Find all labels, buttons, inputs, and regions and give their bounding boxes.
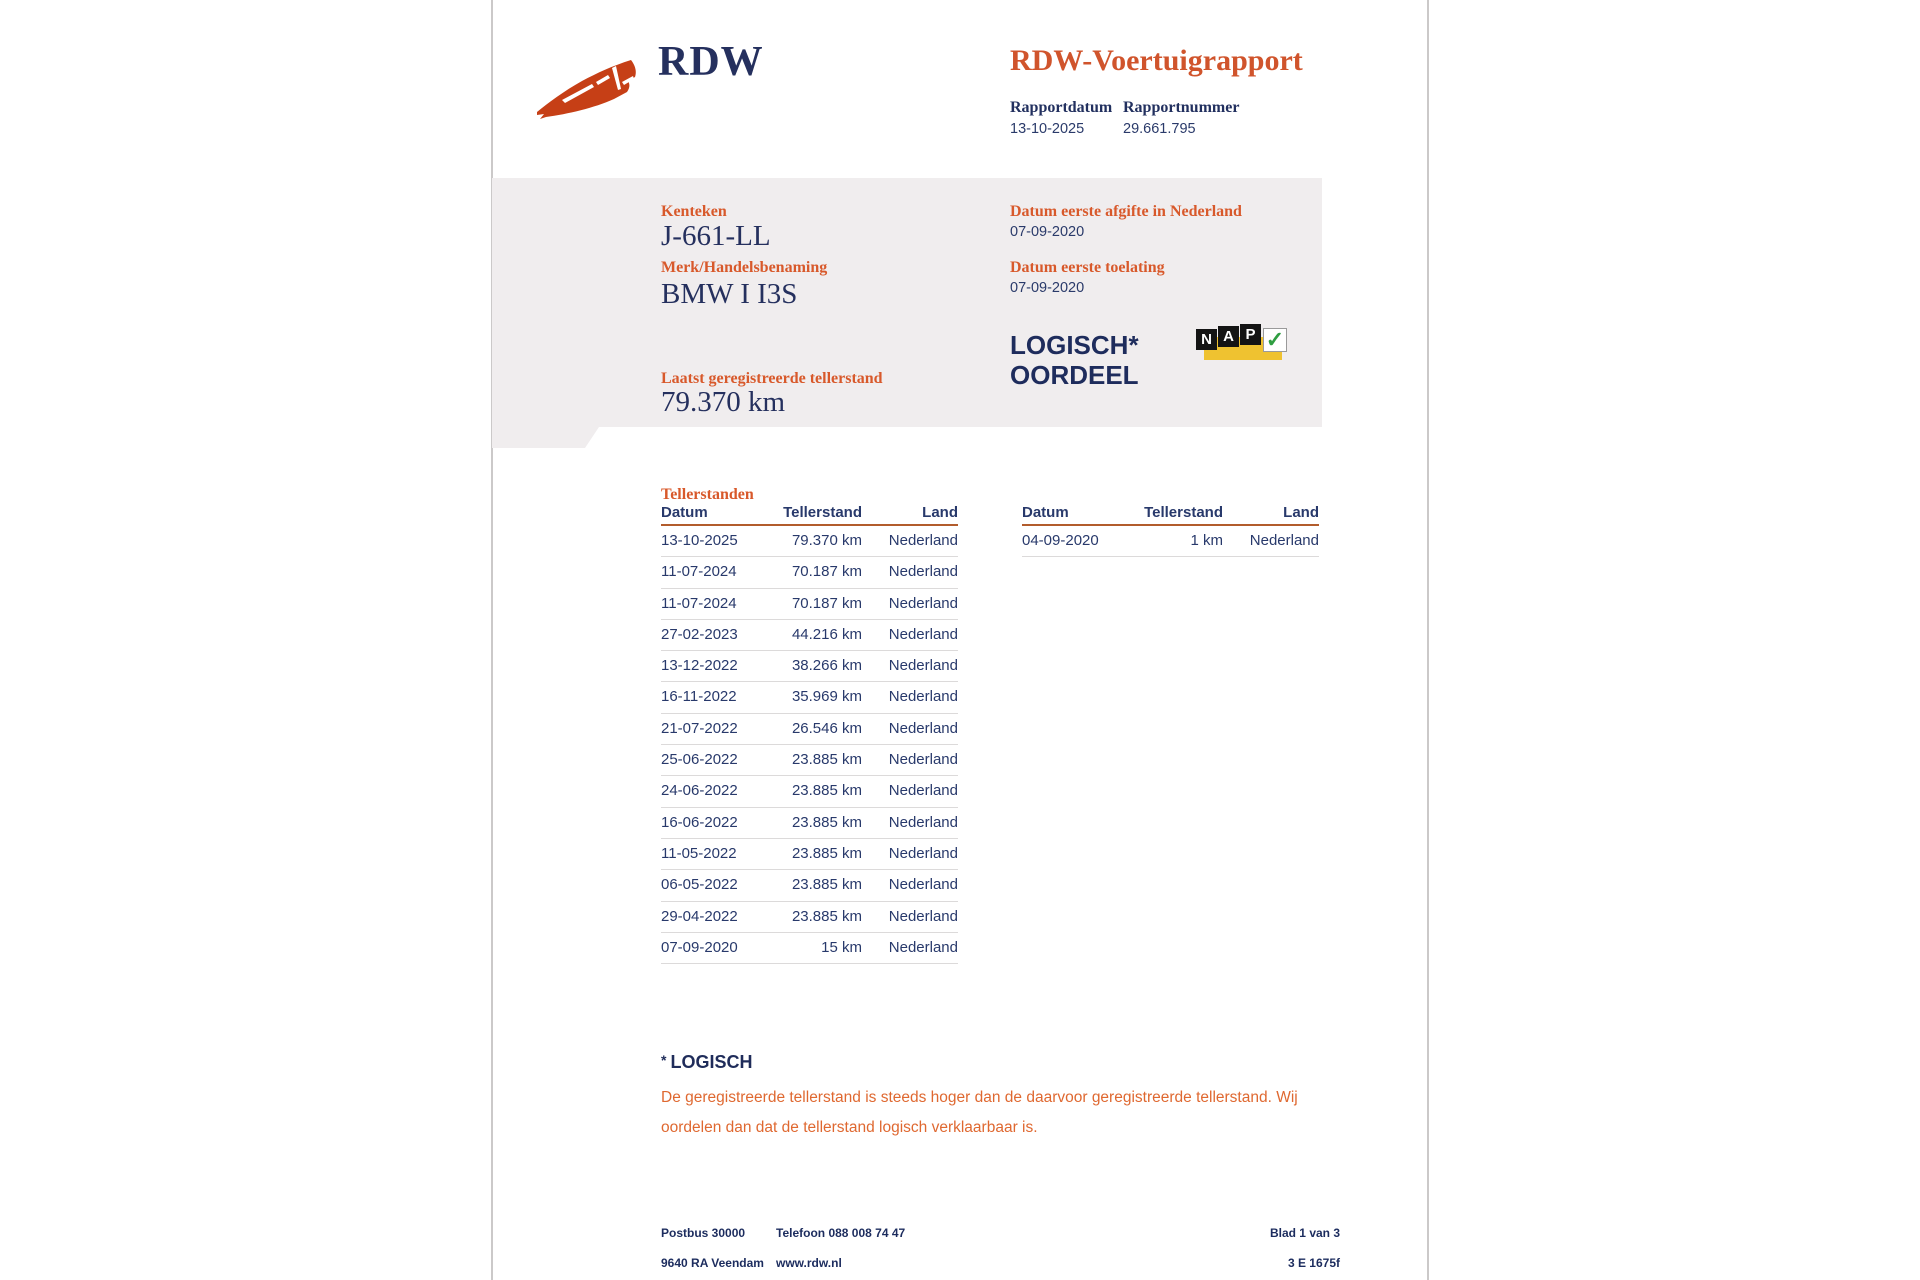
footer-page-ref: Blad 1 van 3 [1269, 1226, 1340, 1240]
cell-datum: 13-12-2022 [661, 657, 738, 675]
cell-tellerstand: 44.216 km [791, 625, 862, 643]
cell-datum: 16-06-2022 [661, 813, 738, 831]
table-row [661, 839, 958, 870]
laatste-tellerstand-label: Laatst geregistreerde tellerstand [661, 370, 883, 387]
col-land: Land [1283, 504, 1319, 521]
oordeel-line2: OORDEEL [1010, 360, 1139, 390]
table-row [661, 526, 958, 557]
cell-tellerstand: 79.370 km [791, 532, 862, 549]
kenteken-value: J-661-LL [661, 220, 771, 252]
col-tellerstand: Tellerstand [1144, 504, 1223, 521]
cell-datum: 16-11-2022 [661, 688, 737, 706]
cell-land: Nederland [888, 782, 958, 800]
cell-land: Nederland [888, 719, 958, 737]
table-row [1022, 526, 1319, 557]
rdw-feather-icon [534, 58, 644, 120]
footer-website: www.rdw.nl [776, 1256, 842, 1270]
footer-city: 9640 RA Veendam [661, 1256, 764, 1270]
col-land: Land [922, 504, 958, 521]
cell-datum: 13-10-2025 [661, 532, 738, 549]
cell-tellerstand: 70.187 km [791, 594, 862, 612]
footer-phone: Telefoon 088 008 74 47 [776, 1226, 906, 1240]
nap-checkmark-icon: ✓ [1263, 328, 1287, 352]
cell-land: Nederland [888, 907, 958, 925]
table-row [661, 870, 958, 901]
report-number-value: 29.661.795 [1123, 121, 1196, 137]
oordeel-line1: LOGISCH* [1010, 330, 1139, 360]
merk-label: Merk/Handelsbenaming [661, 259, 828, 276]
cell-datum: 07-09-2020 [661, 938, 738, 956]
footer-page-info [1040, 1218, 1340, 1278]
table-header [661, 504, 958, 526]
cell-land: Nederland [888, 532, 958, 549]
cell-datum: 04-09-2020 [1022, 532, 1099, 549]
cell-datum: 11-07-2024 [661, 563, 737, 581]
cell-datum: 27-02-2023 [661, 625, 738, 643]
cell-land: Nederland [888, 751, 958, 769]
afgifte-value: 07-09-2020 [1010, 224, 1085, 240]
cell-tellerstand: 26.546 km [791, 719, 862, 737]
nap-logo [1196, 324, 1296, 368]
cell-tellerstand: 23.885 km [791, 813, 862, 831]
footer-contact [776, 1218, 905, 1278]
footnote-asterisk: * [661, 1052, 667, 1068]
footnote-heading-text: LOGISCH [670, 1052, 753, 1072]
document-title: RDW-Voertuigrapport [1010, 44, 1303, 77]
footer-postbus: Postbus 30000 [661, 1226, 746, 1240]
nap-letter-n: N [1196, 329, 1217, 350]
col-datum: Datum [1022, 504, 1069, 521]
cell-datum: 06-05-2022 [661, 876, 738, 894]
nap-letter-p: P [1240, 324, 1261, 345]
col-tellerstand: Tellerstand [783, 504, 862, 521]
table-row [661, 620, 958, 651]
cell-tellerstand: 23.885 km [791, 844, 862, 862]
table-body [661, 526, 958, 964]
footer-doc-code: 3 E 1675f [1287, 1256, 1340, 1270]
toelating-value: 07-09-2020 [1010, 280, 1085, 296]
cell-land: Nederland [888, 625, 958, 643]
nap-letter-a: A [1218, 326, 1239, 347]
kenteken-label: Kenteken [661, 203, 727, 220]
footnote-text: De geregistreerde tellerstand is steeds hoger dan de daarvoor geregistreerde tellerstand. Wij oordelen dan dat de tellerstand logisch verklaarbaar is. [661, 1089, 1298, 1136]
cell-datum: 29-04-2022 [661, 907, 738, 925]
table-row [661, 714, 958, 745]
cell-land: Nederland [888, 813, 958, 831]
table-row [661, 589, 958, 620]
page-right-edge [1427, 0, 1429, 1280]
cell-land: Nederland [888, 594, 958, 612]
cell-tellerstand: 38.266 km [791, 657, 862, 675]
cell-land: Nederland [888, 938, 958, 956]
cell-land: Nederland [888, 876, 958, 894]
cell-tellerstand: 23.885 km [791, 907, 862, 925]
cell-land: Nederland [1249, 532, 1319, 549]
report-date-value: 13-10-2025 [1010, 121, 1085, 137]
afgifte-label: Datum eerste afgifte in Nederland [1010, 203, 1242, 220]
cell-land: Nederland [888, 657, 958, 675]
cell-datum: 11-07-2024 [661, 594, 737, 612]
cell-datum: 24-06-2022 [661, 782, 738, 800]
table-row [661, 682, 958, 713]
table-row [661, 902, 958, 933]
cell-tellerstand: 23.885 km [791, 782, 862, 800]
cell-tellerstand: 15 km [821, 938, 862, 956]
report-date-label: Rapportdatum [1010, 99, 1113, 116]
table-row [661, 933, 958, 964]
toelating-label: Datum eerste toelating [1010, 259, 1165, 276]
cell-tellerstand: 70.187 km [791, 563, 862, 581]
tellerstanden-section-title: Tellerstanden [661, 486, 754, 503]
report-number-label: Rapportnummer [1123, 99, 1240, 116]
cell-tellerstand: 35.969 km [791, 688, 862, 706]
col-datum: Datum [661, 504, 708, 521]
table-row [661, 651, 958, 682]
cell-datum: 11-05-2022 [661, 844, 737, 862]
rdw-wordmark: RDW [658, 39, 764, 85]
cell-datum: 25-06-2022 [661, 751, 738, 769]
cell-tellerstand: 23.885 km [791, 876, 862, 894]
table-row [661, 557, 958, 588]
cell-tellerstand: 1 km [1190, 532, 1223, 549]
table-header [1022, 504, 1319, 526]
footnote-heading [661, 1052, 752, 1073]
tellerstanden-table-left [661, 504, 958, 964]
footer-address [661, 1218, 764, 1278]
table-row [661, 808, 958, 839]
cell-tellerstand: 23.885 km [791, 751, 862, 769]
table-row [661, 745, 958, 776]
merk-value: BMW I I3S [661, 278, 798, 310]
table-body [1022, 526, 1319, 557]
cell-land: Nederland [888, 688, 958, 706]
tellerstanden-table-right [1022, 504, 1319, 557]
oordeel-text [1010, 330, 1139, 390]
table-row [661, 776, 958, 807]
cell-land: Nederland [888, 563, 958, 581]
cell-datum: 21-07-2022 [661, 719, 738, 737]
laatste-tellerstand-value: 79.370 km [661, 386, 786, 418]
cell-land: Nederland [888, 844, 958, 862]
